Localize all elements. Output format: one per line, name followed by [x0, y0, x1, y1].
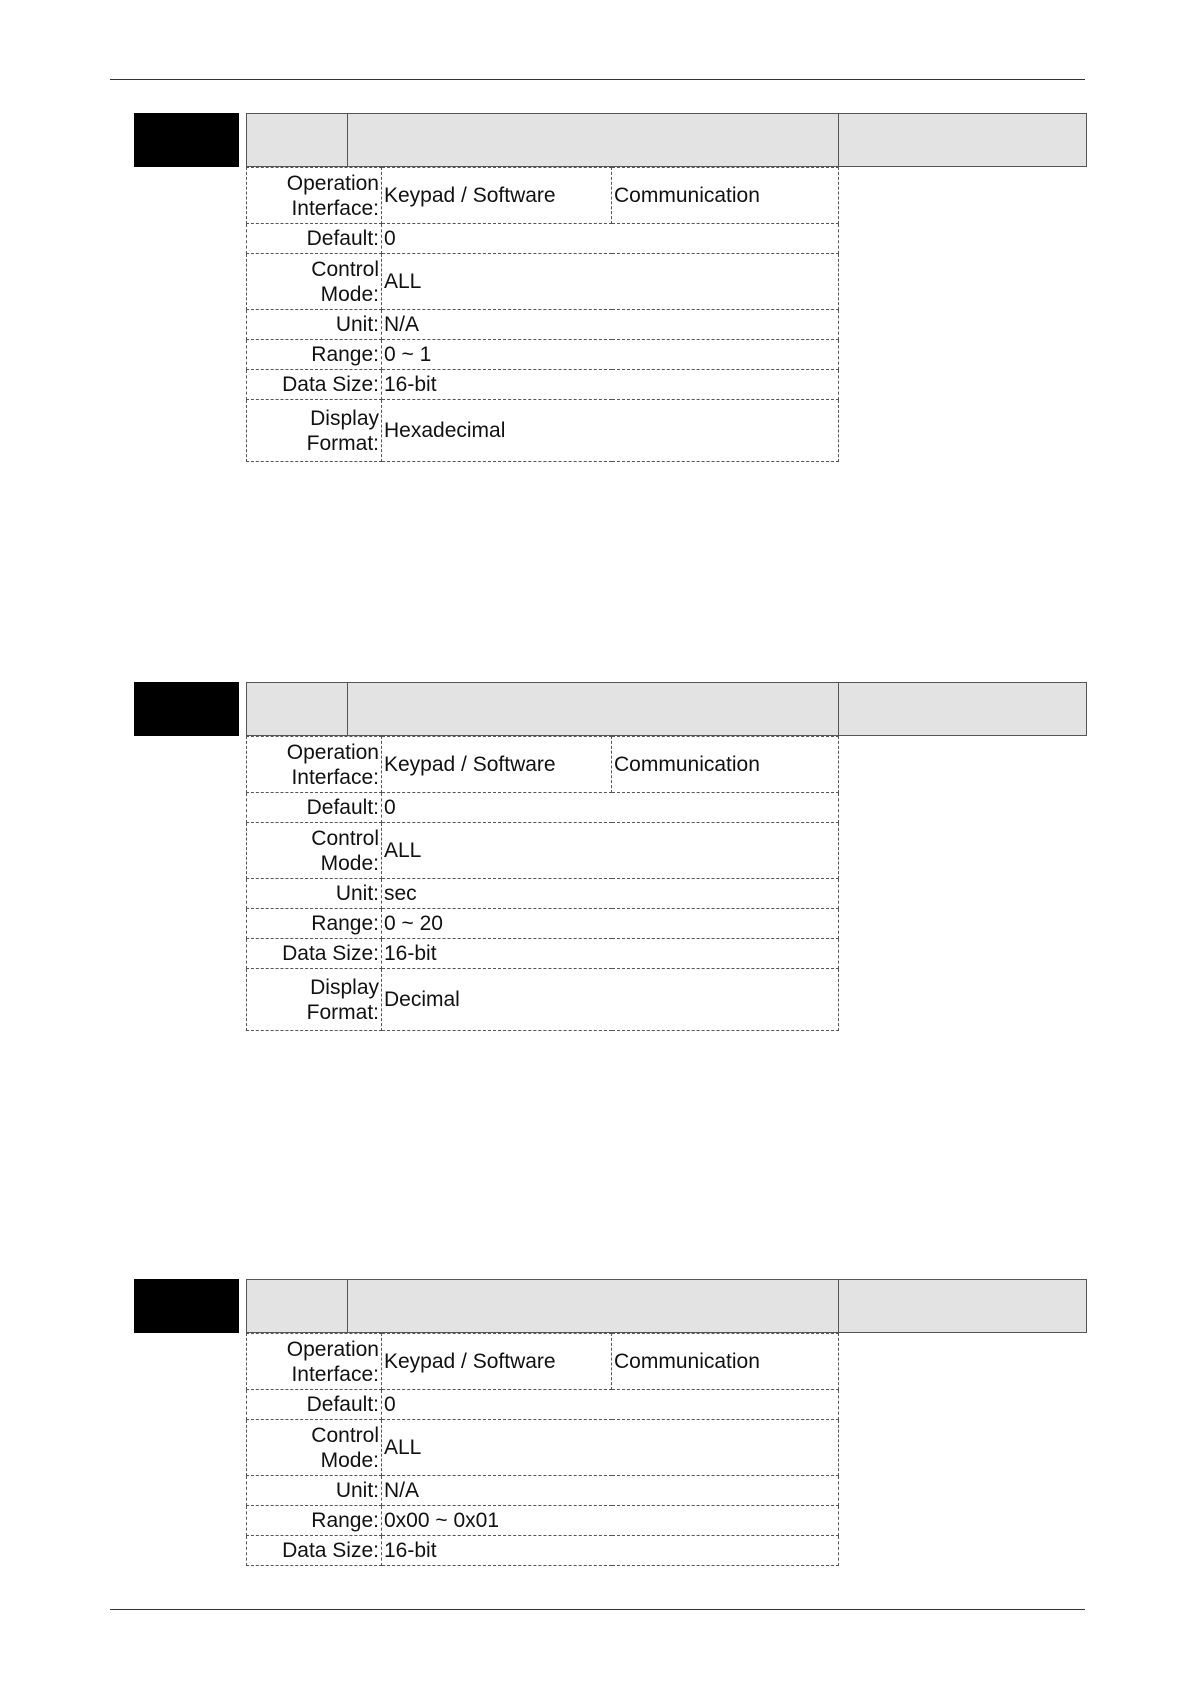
label-data-size: Data Size:	[247, 370, 382, 400]
value-default: 0	[382, 1390, 839, 1420]
bottom-rule	[110, 1609, 1085, 1610]
value-communication: Communication	[612, 1334, 839, 1390]
row-control-mode	[247, 254, 839, 310]
row-range	[247, 340, 839, 370]
value-control-mode: ALL	[382, 254, 839, 310]
row-operation-interface	[247, 168, 839, 224]
value-keypad-software: Keypad / Software	[382, 168, 612, 224]
header-cell-name	[348, 1280, 839, 1332]
param-header	[246, 1279, 1087, 1333]
row-data-size	[247, 1536, 839, 1566]
value-unit: N/A	[382, 1476, 839, 1506]
value-data-size: 16-bit	[382, 939, 839, 969]
label-display-format: Display Format:	[247, 969, 382, 1031]
param-header	[246, 682, 1087, 736]
value-communication: Communication	[612, 737, 839, 793]
label-range: Range:	[247, 1506, 382, 1536]
label-default: Default:	[247, 224, 382, 254]
row-data-size	[247, 939, 839, 969]
row-operation-interface	[247, 737, 839, 793]
row-data-size	[247, 370, 839, 400]
value-data-size: 16-bit	[382, 1536, 839, 1566]
label-operation-interface: Operation Interface:	[247, 1334, 382, 1390]
value-control-mode: ALL	[382, 1420, 839, 1476]
label-control-mode: Control Mode:	[247, 823, 382, 879]
label-data-size: Data Size:	[247, 939, 382, 969]
label-default: Default:	[247, 1390, 382, 1420]
value-control-mode: ALL	[382, 823, 839, 879]
label-display-format: Display Format:	[247, 400, 382, 462]
value-unit: N/A	[382, 310, 839, 340]
row-operation-interface	[247, 1334, 839, 1390]
value-keypad-software: Keypad / Software	[382, 737, 612, 793]
header-cell-address	[839, 114, 1086, 166]
header-cell-address	[839, 683, 1086, 735]
row-range	[247, 909, 839, 939]
row-display-format	[247, 400, 839, 462]
value-data-size: 16-bit	[382, 370, 839, 400]
row-control-mode	[247, 1420, 839, 1476]
label-operation-interface: Operation Interface:	[247, 737, 382, 793]
param-id-box	[134, 1279, 239, 1333]
value-default: 0	[382, 793, 839, 823]
param-id-box	[134, 113, 239, 167]
row-unit	[247, 1476, 839, 1506]
header-cell-name	[348, 114, 839, 166]
label-operation-interface: Operation Interface:	[247, 168, 382, 224]
row-control-mode	[247, 823, 839, 879]
param-header	[246, 113, 1087, 167]
value-default: 0	[382, 224, 839, 254]
row-default	[247, 224, 839, 254]
value-display-format: Hexadecimal	[382, 400, 839, 462]
value-keypad-software: Keypad / Software	[382, 1334, 612, 1390]
header-cell-address	[839, 1280, 1086, 1332]
label-range: Range:	[247, 340, 382, 370]
value-communication: Communication	[612, 168, 839, 224]
param-id-box	[134, 682, 239, 736]
row-unit	[247, 879, 839, 909]
value-display-format: Decimal	[382, 969, 839, 1031]
header-cell-code	[247, 1280, 348, 1332]
label-unit: Unit:	[247, 1476, 382, 1506]
label-range: Range:	[247, 909, 382, 939]
value-range: 0 ~ 1	[382, 340, 839, 370]
row-unit	[247, 310, 839, 340]
label-unit: Unit:	[247, 879, 382, 909]
param-attributes-table	[246, 1333, 839, 1566]
param-attributes-table	[246, 736, 839, 1031]
header-cell-name	[348, 683, 839, 735]
header-cell-code	[247, 683, 348, 735]
value-range: 0 ~ 20	[382, 909, 839, 939]
row-default	[247, 1390, 839, 1420]
top-rule	[110, 79, 1085, 80]
label-control-mode: Control Mode:	[247, 254, 382, 310]
param-attributes-table	[246, 167, 839, 462]
row-display-format	[247, 969, 839, 1031]
label-default: Default:	[247, 793, 382, 823]
label-unit: Unit:	[247, 310, 382, 340]
row-default	[247, 793, 839, 823]
value-range: 0x00 ~ 0x01	[382, 1506, 839, 1536]
label-data-size: Data Size:	[247, 1536, 382, 1566]
label-control-mode: Control Mode:	[247, 1420, 382, 1476]
row-range	[247, 1506, 839, 1536]
value-unit: sec	[382, 879, 839, 909]
header-cell-code	[247, 114, 348, 166]
